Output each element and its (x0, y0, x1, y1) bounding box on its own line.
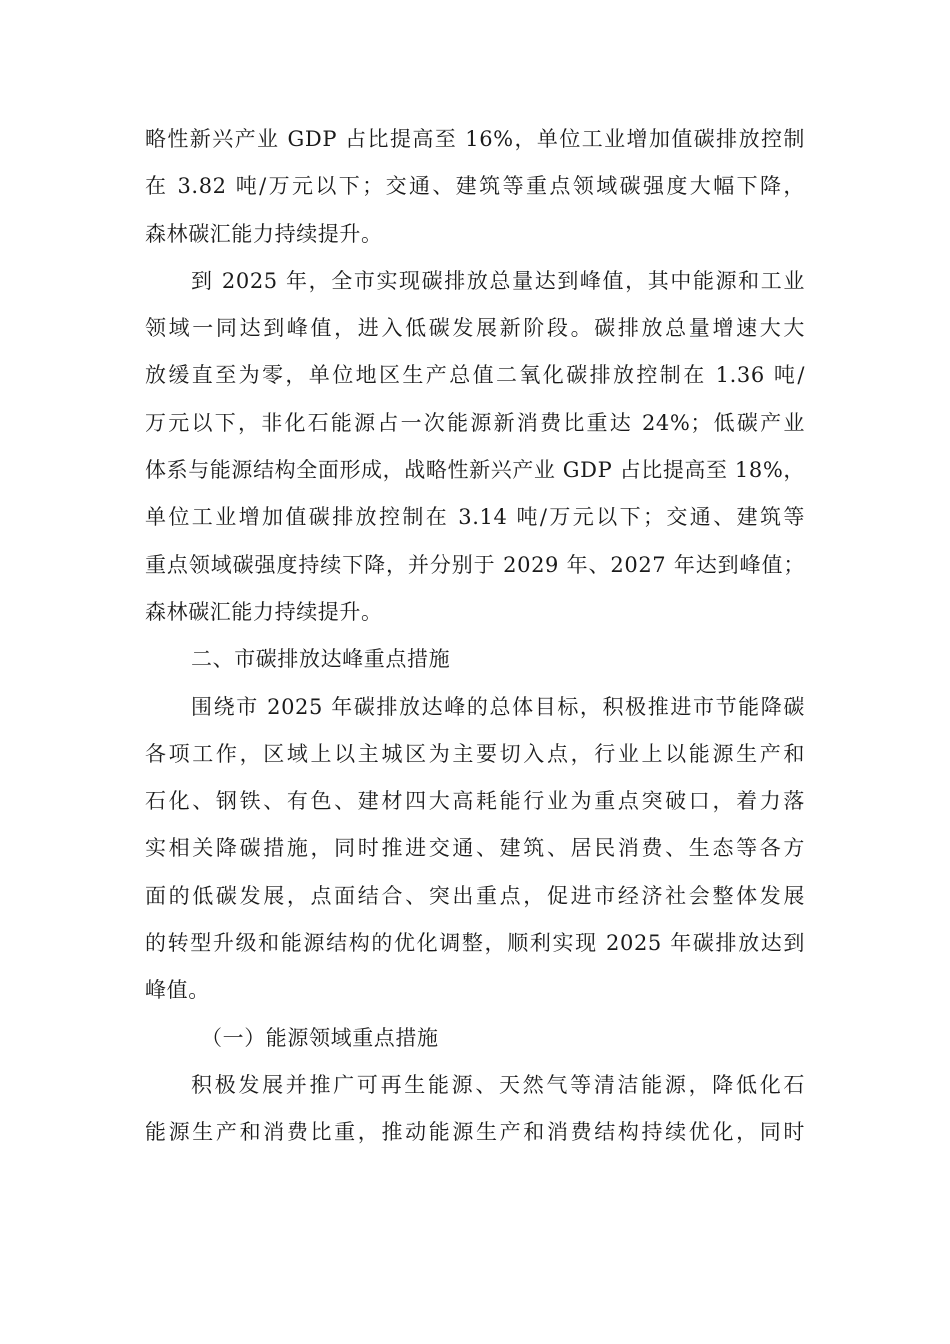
text-line: 重点领域碳强度持续下降，并分别于 2029 年、2027 年达到峰值； (145, 552, 805, 577)
text-line: 领域一同达到峰值，进入低碳发展新阶段。碳排放总量增速大大 (145, 316, 805, 341)
text-line: 围绕市 2025 年碳排放达峰的总体目标，积极推进市节能降碳 (191, 694, 805, 719)
text-line: 略性新兴产业 GDP 占比提高至 16%，单位工业增加值碳排放控制 (145, 127, 805, 151)
text-line: 峰值。 (145, 978, 210, 1003)
text-line: 森林碳汇能力持续提升。 (145, 221, 383, 246)
text-line: 到 2025 年，全市实现碳排放总量达到峰值，其中能源和工业 (191, 268, 805, 293)
subsection-heading: （一）能源领域重点措施 (201, 1025, 439, 1050)
text-line: 万元以下，非化石能源占一次能源新消费比重达 24%；低碳产业 (145, 410, 805, 435)
text-line: 在 3.82 吨/万元以下；交通、建筑等重点领域碳强度大幅下降， (145, 174, 805, 199)
text-line: 各项工作，区域上以主城区为主要切入点，行业上以能源生产和 (145, 741, 805, 766)
text-line: 放缓直至为零，单位地区生产总值二氧化碳排放控制在 1.36 吨/ (145, 363, 805, 388)
text-line: 单位工业增加值碳排放控制在 3.14 吨/万元以下；交通、建筑等 (145, 505, 805, 530)
text-line: 石化、钢铁、有色、建材四大高耗能行业为重点突破口，着力落 (145, 789, 805, 814)
text-line: 积极发展并推广可再生能源、天然气等清洁能源，降低化石 (191, 1072, 805, 1097)
section-heading: 二、市碳排放达峰重点措施 (191, 647, 451, 672)
text-line: 面的低碳发展，点面结合、突出重点，促进市经济社会整体发展 (145, 883, 805, 908)
text-line: 体系与能源结构全面形成，战略性新兴产业 GDP 占比提高至 18%， (145, 458, 805, 483)
text-line: 的转型升级和能源结构的优化调整，顺利实现 2025 年碳排放达到 (145, 931, 805, 956)
text-line: 实相关降碳措施，同时推进交通、建筑、居民消费、生态等各方 (145, 836, 805, 861)
text-line: 能源生产和消费比重，推动能源生产和消费结构持续优化，同时 (145, 1120, 805, 1145)
document-body (145, 116, 805, 1157)
text-line: 森林碳汇能力持续提升。 (145, 599, 383, 624)
